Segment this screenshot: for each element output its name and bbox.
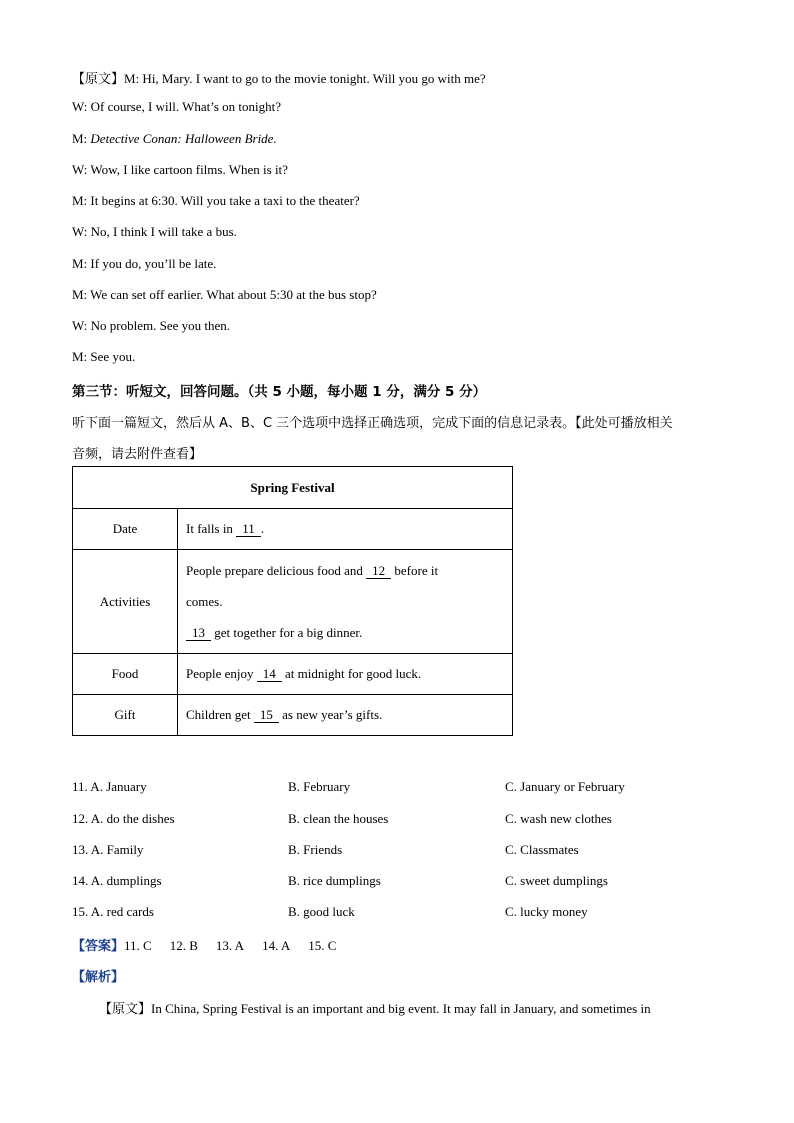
- dialogue-line-5: M: It begins at 6:30. Will you take a taxi to the theater?: [72, 193, 360, 208]
- option-14-b[interactable]: B. rice dumplings: [288, 873, 381, 888]
- answer-item: 15. C: [308, 938, 337, 953]
- row-label: Food: [73, 654, 178, 695]
- option-14-c[interactable]: C. sweet dumplings: [505, 873, 608, 888]
- answer-item: 12. B: [169, 938, 198, 953]
- instruction-line-2: 音频，请去附件查看】: [72, 447, 203, 462]
- option-11-a[interactable]: 11. A. January: [72, 779, 147, 794]
- option-15-a[interactable]: 15. A. red cards: [72, 904, 154, 919]
- row-label: Gift: [73, 695, 178, 736]
- option-14-a[interactable]: 14. A. dumplings: [72, 873, 162, 888]
- row-label: Activities: [73, 550, 178, 654]
- row-label: Date: [73, 509, 178, 550]
- dialogue-line-7: M: If you do, you’ll be late.: [72, 256, 217, 271]
- blank-11[interactable]: 11: [236, 522, 261, 537]
- instruction-line-1: 听下面一篇短文，然后从 A、B、C 三个选项中选择正确选项，完成下面的信息记录表。【此处可播放相关: [72, 416, 673, 431]
- dialogue-line-10: M: See you.: [72, 349, 136, 364]
- option-15-c[interactable]: C. lucky money: [505, 904, 588, 919]
- row-value: Children get 15 as new year’s gifts.: [178, 695, 513, 736]
- option-13-b[interactable]: B. Friends: [288, 842, 343, 857]
- dialogue-line-4: W: Wow, I like cartoon films. When is it?: [72, 162, 288, 177]
- info-record-table: [72, 466, 513, 736]
- option-15-b[interactable]: B. good luck: [288, 904, 355, 919]
- row-value: People enjoy 14 at midnight for good luck.: [178, 654, 513, 695]
- option-13-a[interactable]: 13. A. Family: [72, 842, 144, 857]
- dialogue-line-6: W: No, I think I will take a bus.: [72, 224, 237, 239]
- dialogue-line-8: M: We can set off earlier. What about 5:30 at the bus stop?: [72, 287, 377, 302]
- table-row-food: [73, 654, 513, 695]
- dialogue-line-3: M: Detective Conan: Halloween Bride.: [72, 131, 277, 146]
- movie-title: Detective Conan: Halloween Bride.: [90, 131, 277, 146]
- option-12-c[interactable]: C. wash new clothes: [505, 811, 612, 826]
- row-value: It falls in 11 .: [178, 509, 513, 550]
- blank-15[interactable]: 15: [254, 708, 279, 723]
- option-12-a[interactable]: 12. A. do the dishes: [72, 811, 175, 826]
- dialogue-line-9: W: No problem. See you then.: [72, 318, 231, 333]
- answer-label: 【答案】: [72, 939, 125, 954]
- table-title: Spring Festival: [73, 467, 513, 509]
- answer-item: 14. A: [262, 938, 291, 953]
- option-12-b[interactable]: B. clean the houses: [288, 811, 389, 826]
- section-title: 第三节：听短文，回答问题。（共 5 小题，每小题 1 分，满分 5 分）: [72, 384, 487, 400]
- table-row-activities: [73, 550, 513, 654]
- blank-12[interactable]: 12: [366, 564, 391, 579]
- answer-item: 11. C: [124, 938, 152, 953]
- dialogue-line-2: W: Of course, I will. What’s on tonight?: [72, 99, 282, 114]
- blank-14[interactable]: 14: [257, 667, 282, 682]
- option-11-b[interactable]: B. February: [288, 779, 351, 794]
- analysis-label: 【解析】: [72, 970, 125, 985]
- table-row-date: [73, 509, 513, 550]
- option-11-c[interactable]: C. January or February: [505, 779, 625, 794]
- table-row-gift: [73, 695, 513, 736]
- row-value: People prepare delicious food and 12 before it comes. 13 get together for a big dinner.: [178, 550, 513, 654]
- option-13-c[interactable]: C. Classmates: [505, 842, 579, 857]
- passage-line: 【原文】In China, Spring Festival is an important and big event. It may fall in January, and sometimes in: [99, 1001, 651, 1017]
- answer-line: [72, 935, 354, 954]
- blank-13[interactable]: 13: [186, 626, 211, 641]
- dialogue-line-1: 【原文】M: Hi, Mary. I want to go to the movie tonight. Will you go with me?: [72, 71, 486, 87]
- answer-item: 13. A: [215, 938, 245, 953]
